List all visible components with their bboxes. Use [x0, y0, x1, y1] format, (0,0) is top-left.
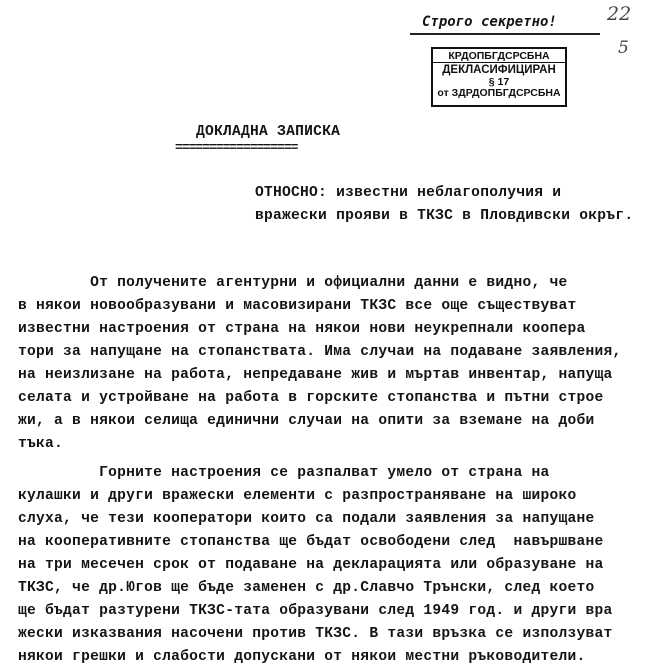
document-title: ДОКЛАДНА ЗАПИСКА: [196, 124, 341, 140]
stamp-title: ДЕКЛАСИФИЦИРАН: [442, 64, 556, 76]
body-line: известни настроения от страна на някои нови неукрепнали коопера: [0, 321, 586, 337]
stamp-header: КРДОПБГДСРСБНА: [433, 49, 565, 63]
body-line: някои грешки и слабости допускани от някои местни ръководители.: [0, 649, 586, 665]
body-line: слуха, че тези кооператори които са подали заявления за напущане: [0, 511, 595, 527]
body-line: жески изказвания насочени против ТКЗС. В тази връзка се използуват: [0, 626, 613, 642]
body-line: кулашки и други вражески елементи с разпространяване на широко: [0, 488, 577, 504]
classification-marking: Строго секретно!: [422, 14, 557, 30]
subject-line: вражески прояви в ТКЗС в Пловдивски окръг.: [255, 208, 634, 224]
body-line: Горните настроения се разпалват умело от страна на: [0, 465, 550, 481]
title-underline: ==================: [175, 140, 298, 155]
body-line: ще бъдат разтурени ТКЗС-тата образувани след 1949 год. и други вра: [0, 603, 613, 619]
body-line: в някои новообразувани и масовизирани ТКЗС все още съществуват: [0, 298, 577, 314]
handwritten-note: 22: [607, 3, 632, 25]
body-line: ТКЗС, че др.Югов ще бъде заменен с др.Славчо Трънски, след което: [0, 580, 595, 596]
body-line: на неизлизане на работа, непредаване жив и мъртав инвентар, напуща: [0, 367, 613, 383]
stamp-article: § 17: [488, 76, 510, 88]
subject-line: ОТНОСНО: известни неблагополучия и: [255, 185, 562, 201]
body-line: на три месечен срок от подаване на декларацията или образуване на: [0, 557, 604, 573]
classification-underline: [410, 33, 600, 35]
body-line: жи, а в някои селища единични случаи на опити за вземане на доби: [0, 413, 595, 429]
body-line: селата и устройване на работа в горските стопанства и пътни строе: [0, 390, 604, 406]
body-line: на кооперативните стопанства ще бъдат освободени след навършване: [0, 534, 604, 550]
body-line: тори за напущане на стопанствата. Има случаи на подаване заявления,: [0, 344, 622, 360]
body-line: От получените агентурни и официални данни е видно, че: [0, 275, 568, 291]
handwritten-page-number: 5: [618, 38, 629, 58]
body-line: тъка.: [0, 436, 64, 452]
declassification-stamp: [431, 47, 567, 107]
stamp-footer: от ЗДРДОПБГДСРСБНА: [437, 87, 561, 99]
